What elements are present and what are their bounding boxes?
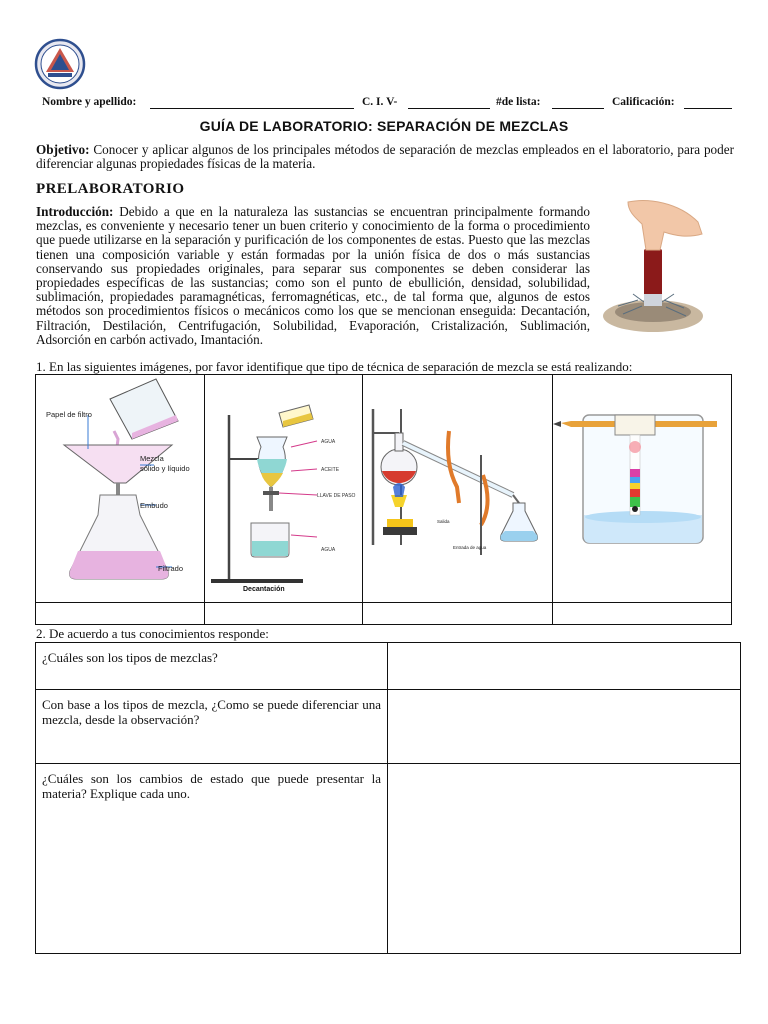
question-1: 1. En las siguientes imágenes, por favor identifique que tipo de técnica de separación de mezcla se está realizando: [36, 359, 633, 374]
image-cell-chromatography [553, 375, 732, 603]
answer-cell-image-1[interactable] [36, 603, 205, 625]
name-field[interactable] [150, 108, 354, 109]
techniques-image-table [35, 374, 732, 625]
label-outlet: Salida [437, 519, 450, 524]
name-label: Nombre y apellido: [42, 96, 137, 108]
question-cell-1: ¿Cuáles son los tipos de mezclas? [36, 643, 388, 690]
decantation-illustration [205, 375, 362, 597]
label-filter-paper: Papel de filtro [46, 410, 92, 419]
grade-field[interactable] [684, 108, 732, 109]
introduction-paragraph [36, 205, 590, 347]
list-number-label: #de lista: [496, 96, 541, 108]
grade-label: Calificación: [612, 96, 675, 108]
section-title: PRELABORATORIO [36, 181, 185, 197]
decantation-caption: Decantación [243, 586, 285, 593]
answer-cell-image-2[interactable] [205, 603, 363, 625]
label-oil: ACEITE [321, 467, 340, 473]
objective-text: Conocer y aplicar algunos de los principales métodos de separación de mezclas empleados en el laboratorio, para poder diferenciar algunas propiedades físicas de la materia. [36, 142, 734, 172]
label-water-inlet: Entrada de agua [453, 545, 487, 550]
answer-cell-1[interactable] [388, 643, 741, 690]
introduction-text: Debido a que en la naturaleza las sustancias se encuentran principalmente formando mezclas, es conveniente y necesario tener un buen criterio y conocimiento de la forma o procedimiento que puede utilizarse en la separación y purificación de los componentes de estas. Puesto que las mezclas tienen una composición variable y están formadas por la unión física de dos o más sustancias conservando sus propiedades originales, para separar sus componentes se deben considerar las propiedades específicas de las sustancias; como son el punto de ebullición, densidad, solubilidad, sublimación, propiedades paramagnéticas, ferromagnéticas, etc., de tal forma que, algunos de estos métodos son procedimientos físicos o mecánicos como los que se mencionan enseguida: Decantación, Filtración, Destilación, Centrifugación, Solubilidad, Evaporación, Cristalización, Sublimación, Adsorción en carbón activado, Imantación. [36, 204, 590, 347]
objective-label: Objetivo: [36, 142, 90, 157]
answer-cell-image-4[interactable] [553, 603, 732, 625]
image-cell-distillation [363, 375, 553, 603]
list-number-field[interactable] [552, 108, 604, 109]
label-filtrate: Filtrado [158, 564, 184, 573]
school-crest-icon [34, 38, 86, 90]
introduction-label: Introducción: [36, 204, 114, 219]
magnet-illustration [598, 194, 708, 340]
label-valve: LLAVE DE PASO [317, 493, 356, 499]
answer-cell-image-3[interactable] [363, 603, 553, 625]
question-cell-2: Con base a los tipos de mezcla, ¿Como se puede diferenciar una mezcla, desde la observación? [36, 690, 388, 764]
filtration-illustration [36, 375, 204, 597]
label-water-bottom: AGUA [321, 547, 336, 553]
question-2: 2. De acuerdo a tus conocimientos responde: [36, 626, 269, 641]
label-mixture: Mezcla [140, 454, 164, 463]
image-cell-filtration [36, 375, 205, 603]
objective-paragraph [36, 143, 734, 171]
answer-cell-2[interactable] [388, 690, 741, 764]
image-cell-decantation [205, 375, 363, 603]
distillation-illustration [363, 375, 552, 597]
label-water: AGUA [321, 439, 336, 445]
ci-label: C. I. V- [362, 96, 398, 108]
ci-field[interactable] [408, 108, 490, 109]
chromatography-illustration [553, 375, 731, 597]
label-funnel: Embudo [140, 501, 168, 510]
answer-cell-3[interactable] [388, 764, 741, 954]
label-mixture-type: sólido y líquido [140, 464, 190, 473]
page-title: GUÍA DE LABORATORIO: SEPARACIÓN DE MEZCLAS [199, 118, 569, 134]
question-cell-3: ¿Cuáles son los cambios de estado que puede presentar la materia? Explique cada uno. [36, 764, 388, 954]
questions-table [35, 642, 741, 954]
